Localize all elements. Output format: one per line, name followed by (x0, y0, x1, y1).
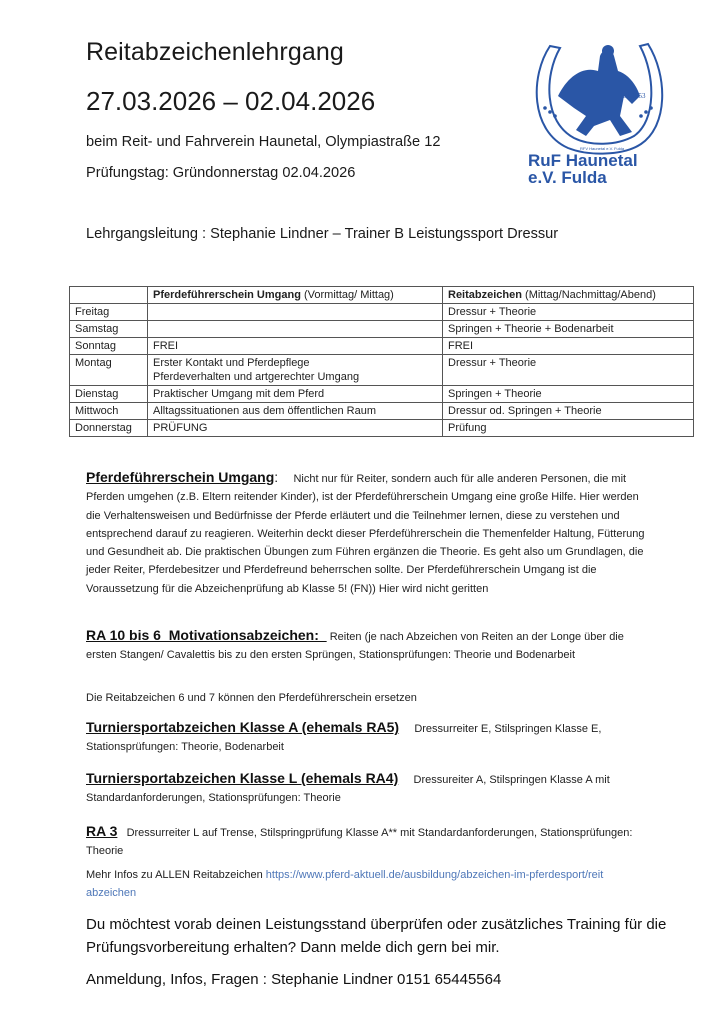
reit-cell: Springen + Theorie + Bodenarbeit (443, 321, 694, 338)
section-text: Dressurreiter L auf Trense, Stilspringprüfung Klasse A** mit Standardanforderungen, Stationsprüfungen: Theorie (86, 827, 633, 858)
reit-cell: Dressur od. Springen + Theorie (443, 403, 694, 420)
header-umgang-bold: Pferdeführerschein Umgang (153, 289, 301, 301)
schedule-table (69, 286, 694, 437)
more-info-link[interactable]: https://www.pferd-aktuell.de/ausbildung/abzeichen-im-pferdesport/reitabzeichen (86, 869, 604, 900)
umgang-cell: Praktischer Umgang mit dem Pferd (148, 386, 443, 403)
club-name (528, 152, 638, 186)
section-ra3 (86, 822, 646, 861)
day-cell: Donnerstag (70, 420, 148, 437)
reit-cell: FREI (443, 338, 694, 355)
header-cell-reit (443, 287, 694, 304)
table-row (70, 304, 694, 321)
table-row (70, 338, 694, 355)
section-ra-note: Die Reitabzeichen 6 und 7 können den Pferdeführerschein ersetzen (86, 692, 417, 704)
section-ra10 (86, 626, 646, 665)
day-cell: Mittwoch (70, 403, 148, 420)
section-text: Nicht nur für Reiter, sondern auch für alle anderen Personen, die mit Pferden umgehen (z.B. Eltern reitender Kinder), ist der Pferdeführerschein Umgang eine große Hilfe. Hier werden die Verhaltensweisen und Bedürfnisse der Pferde erläutert und die Teilnehmer lernen, diese zu verstehen und entsprechend darauf zu reagieren. Weiterhin deckt dieser Pferdeführerschein die Themenfelder Haltung, Fütterung und Gesundheit ab. Die praktischen Übungen zum Führen ergänzen die Theorie. Es geht also um Grundlagen, die jeder Reiter, Pferdebesitzer und Pferdefreund beherrschen sollte. Der Pferdeführerschein Umgang ist die Voraussetzung für die Abzeichenprüfung ab Klasse 5! (FN)) Hier wird nicht geritten (86, 473, 645, 595)
umgang-cell (148, 355, 443, 386)
exam-day: Prüfungstag: Gründonnerstag 02.04.2026 (86, 165, 356, 181)
day-cell: Samstag (70, 321, 148, 338)
table-row (70, 420, 694, 437)
logo-ring-text: RFV Haunetal e.V. Fulda (580, 146, 625, 151)
day-cell: Freitag (70, 304, 148, 321)
umgang-cell: PRÜFUNG (148, 420, 443, 437)
course-dates: 27.03.2026 – 02.04.2026 (86, 86, 376, 116)
header-cell-day (70, 287, 148, 304)
section-text: Dressureiter A, Stilspringen Klasse A mit Standardanforderungen, Stationsprüfungen: Theorie (86, 774, 610, 805)
table-header-row (70, 287, 694, 304)
table-row (70, 403, 694, 420)
header-cell-umgang (148, 287, 443, 304)
reit-cell: Prüfung (443, 420, 694, 437)
section-klasse-a (86, 718, 646, 757)
umgang-cell (148, 304, 443, 321)
logo-badge-text: seit 1953 (620, 92, 646, 100)
course-lead: Lehrgangsleitung : Stephanie Lindner – Trainer B Leistungssport Dressur (86, 226, 559, 242)
contact-line: Anmeldung, Infos, Fragen : Stephanie Lindner 0151 65445564 (86, 971, 502, 988)
table-row (70, 355, 694, 386)
section-pferdefuehrerschein (86, 468, 646, 598)
header-umgang-rest: (Vormittag/ Mittag) (300, 289, 394, 301)
day-cell: Dienstag (70, 386, 148, 403)
table-row (70, 386, 694, 403)
umgang-line1: Erster Kontakt und Pferdepflege (153, 357, 310, 369)
reit-cell: Springen + Theorie (443, 386, 694, 403)
more-info-label: Mehr Infos zu ALLEN Reitabzeichen (86, 869, 266, 881)
umgang-cell: FREI (148, 338, 443, 355)
heading-colon: : (274, 469, 279, 485)
club-name-line2: e.V. Fulda (528, 168, 607, 187)
reit-cell: Dressur + Theorie (443, 304, 694, 321)
club-name-line1: RuF Haunetal (528, 151, 638, 170)
day-cell: Sonntag (70, 338, 148, 355)
section-heading: Pferdeführerschein Umgang (86, 469, 275, 485)
more-info (86, 866, 606, 903)
umgang-cell: Alltagssituationen aus dem öffentlichen Raum (148, 403, 443, 420)
umgang-line2: Pferdeverhalten und artgerechter Umgang (153, 371, 360, 383)
section-heading: Turniersportabzeichen Klasse L (ehemals RA4) (86, 770, 399, 786)
call-to-action: Du möchtest vorab deinen Leistungsstand überprüfen oder zusätzliches Training für die Prüfungsvorbereitung erhalten? Dann melde dich gern bei mir. (86, 916, 667, 956)
section-text: Dressurreiter E, Stilspringen Klasse E, Stationsprüfungen: Theorie, Bodenarbeit (86, 723, 602, 754)
section-klasse-l (86, 769, 646, 808)
reit-cell: Dressur + Theorie (443, 355, 694, 386)
section-text: Reiten (je nach Abzeichen von Reiten an der Longe über die ersten Stangen/ Cavalettis bis zu den ersten Sprüngen, Stationsprüfungen: Theorie und Bodenarbeit (86, 631, 624, 662)
section-heading: RA 10 bis 6 Motivationsabzeichen: (86, 627, 327, 643)
header-reit-bold: Reitabzeichen (448, 289, 522, 301)
header-reit-rest: (Mittag/Nachmittag/Abend) (521, 289, 656, 301)
section-heading: Turniersportabzeichen Klasse A (ehemals RA5) (86, 719, 400, 735)
day-cell: Montag (70, 355, 148, 386)
section-heading: RA 3 (86, 823, 118, 839)
page-title: Reitabzeichenlehrgang (86, 38, 344, 66)
umgang-cell (148, 321, 443, 338)
venue: beim Reit- und Fahrverein Haunetal, Olympiastraße 12 (86, 134, 441, 150)
table-row (70, 321, 694, 338)
